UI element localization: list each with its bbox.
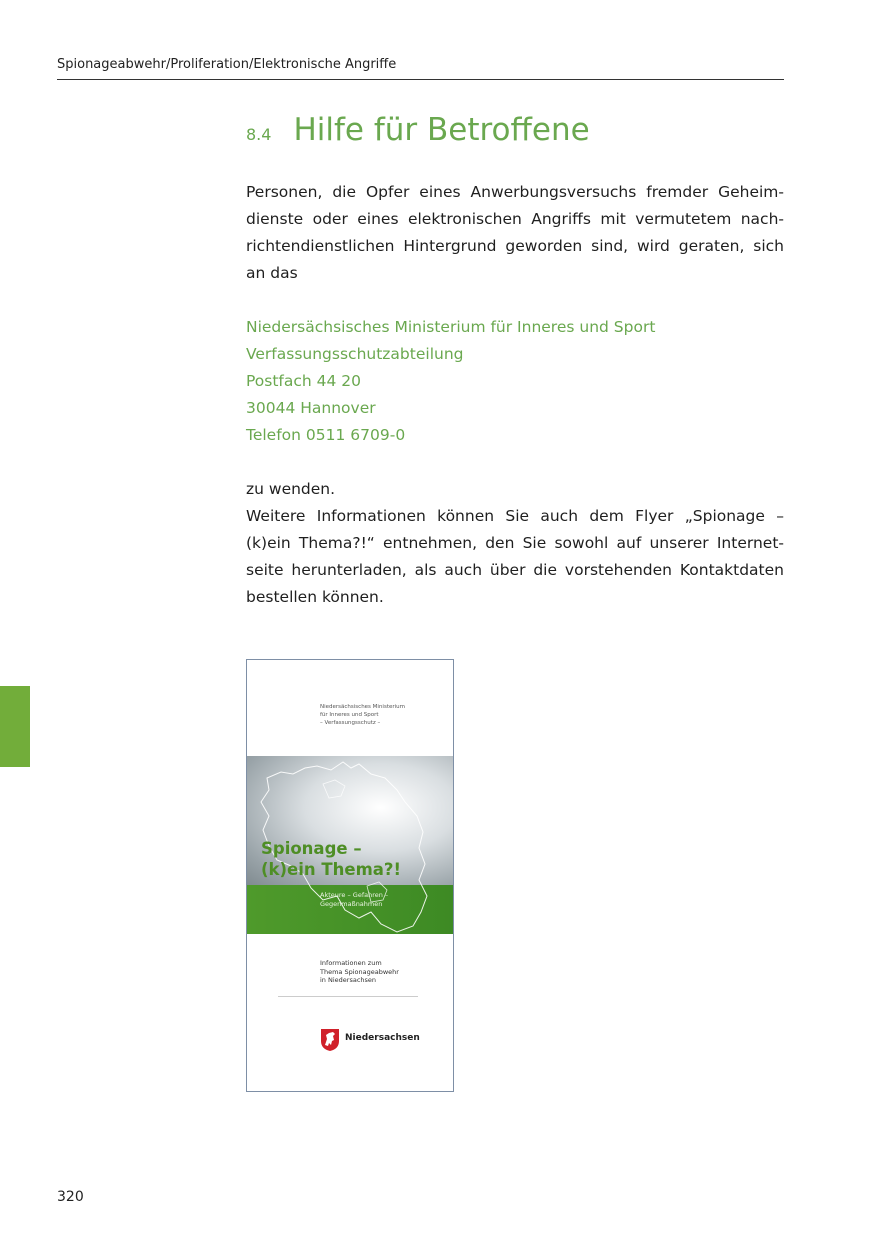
horse-crest-icon bbox=[320, 1028, 340, 1052]
flyer-ministry bbox=[320, 703, 405, 727]
text-line: dienste oder eines elektronischen Angriffs mit vermutetem nach- bbox=[246, 210, 784, 228]
address-line: Verfassungsschutzabteilung bbox=[246, 345, 464, 363]
flyer-subtitle-line: Gegenmaßnahmen bbox=[320, 900, 383, 908]
text-line: Weitere Informationen können Sie auch dem Flyer „Spionage – bbox=[246, 507, 784, 525]
text-line: an das bbox=[246, 264, 298, 282]
flyer-divider bbox=[278, 996, 418, 997]
flyer-title bbox=[261, 838, 401, 880]
flyer-info-line: Thema Spionageabwehr bbox=[320, 967, 399, 976]
flyer-info-line: in Niedersachsen bbox=[320, 976, 377, 984]
address-line: Telefon 0511 6709-0 bbox=[246, 426, 406, 444]
address-line: Niedersächsisches Ministerium für Inneres und Sport bbox=[246, 318, 656, 336]
flyer-brand: Niedersachsen bbox=[345, 1033, 420, 1043]
running-head: Spionageabwehr/Proliferation/Elektronische Angriffe bbox=[57, 57, 397, 72]
address-line: 30044 Hannover bbox=[246, 399, 376, 417]
section-heading bbox=[246, 112, 786, 148]
text-line: Personen, die Opfer eines Anwerbungsversuchs fremder Geheim- bbox=[246, 183, 784, 201]
flyer-subtitle-line: Akteure – Gefahren – bbox=[320, 891, 389, 899]
flyer-info-line: Informationen zum bbox=[320, 959, 382, 967]
header-divider bbox=[57, 79, 784, 80]
intro-paragraph bbox=[246, 179, 784, 287]
text-line: richtendienstlichen Hintergrund geworden sind, wird geraten, sich bbox=[246, 237, 784, 255]
text-line: zu wenden. bbox=[246, 480, 336, 498]
text-line: seite herunterladen, als auch über die vorstehenden Kontaktdaten bbox=[246, 561, 784, 579]
flyer-image bbox=[246, 659, 454, 1092]
flyer-title-line: Spionage – bbox=[261, 839, 362, 858]
flyer-ministry-line: für Inneres und Sport bbox=[320, 712, 379, 718]
text-line: bestellen können. bbox=[246, 588, 384, 606]
address-line: Postfach 44 20 bbox=[246, 372, 362, 390]
flyer-subtitle bbox=[320, 891, 388, 909]
section-number: 8.4 bbox=[246, 125, 272, 144]
text-line: (k)ein Thema?!“ entnehmen, den Sie sowohl auf unserer Internet- bbox=[246, 534, 784, 552]
closing-paragraph bbox=[246, 476, 784, 611]
section-title: Hilfe für Betroffene bbox=[293, 112, 590, 148]
flyer-title-line: (k)ein Thema?! bbox=[261, 860, 402, 879]
contact-address bbox=[246, 314, 784, 449]
flyer-ministry-line: – Verfassungsschutz – bbox=[320, 720, 381, 726]
chapter-tab bbox=[0, 686, 30, 767]
flyer-info bbox=[320, 959, 399, 985]
flyer-ministry-line: Niedersächsisches Ministerium bbox=[320, 704, 406, 710]
page-number: 320 bbox=[57, 1189, 84, 1205]
